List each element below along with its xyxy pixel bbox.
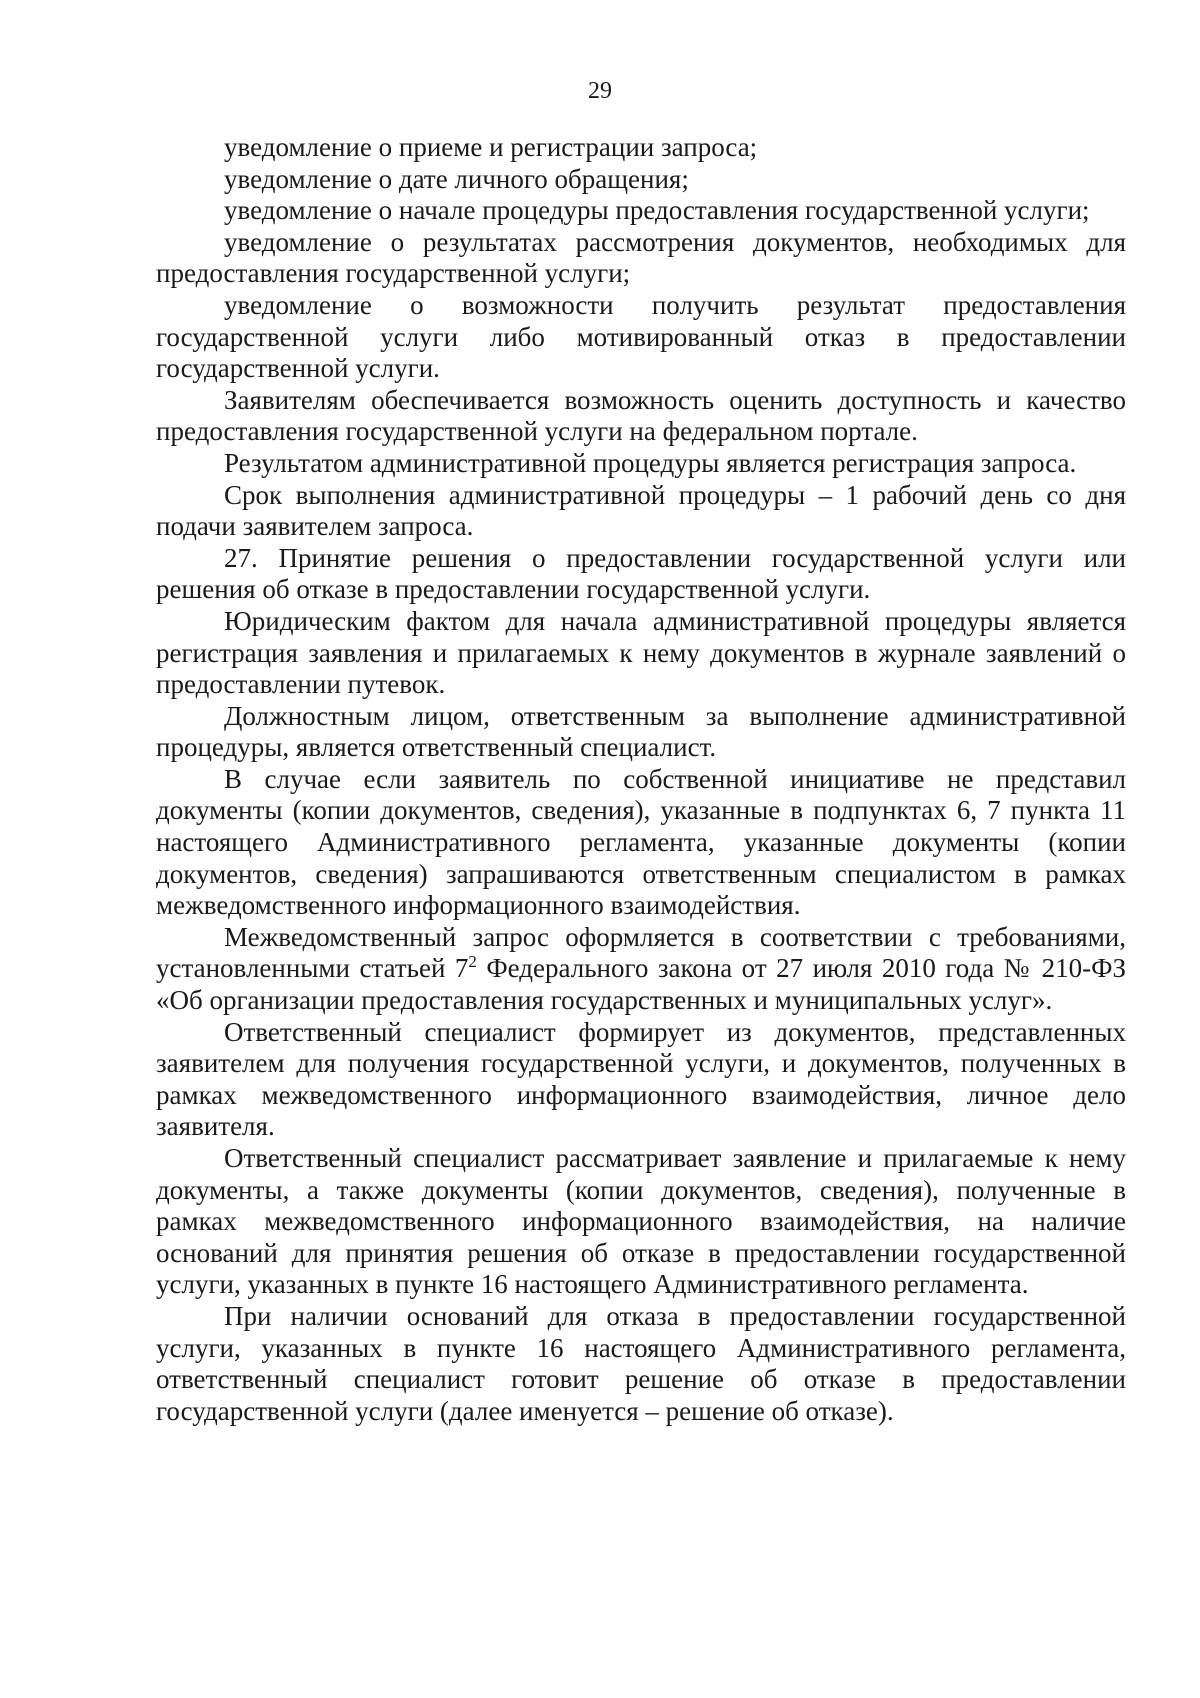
paragraph: уведомление о приеме и регистрации запроса; bbox=[224, 132, 758, 162]
paragraph-text: Межведомственный запрос оформляется в соответствии с требованиями, установленными статьей 7 bbox=[156, 921, 1126, 984]
document-body bbox=[156, 132, 1126, 1427]
paragraph: В случае если заявитель по собственной инициативе не представил документы (копии документов, сведения), указанные в подпунктах 6, 7 пункта 11 настоящего Административного регламента, указанные документы (копии документов, сведения) запрашиваются ответственным специалистом в рамках межведомственного информационного взаимодействия. bbox=[156, 763, 1126, 921]
paragraph: уведомление о возможности получить результат предоставления государственной услуги либо мотивированный отказ в предоставлении государственной услуги. bbox=[156, 289, 1126, 384]
superscript: 2 bbox=[468, 952, 477, 972]
paragraph: уведомление о дате личного обращения; bbox=[224, 163, 689, 194]
paragraph: уведомление о начале процедуры предоставления государственной услуги; bbox=[224, 195, 1090, 226]
paragraph: Юридическим фактом для начала административной процедуры является регистрация заявления и прилагаемых к нему документов в журнале заявлений о предоставлении путевок. bbox=[156, 605, 1126, 700]
paragraph: уведомление о результатах рассмотрения документов, необходимых для предоставления государственной услуги; bbox=[156, 226, 1126, 289]
paragraph: При наличии оснований для отказа в предоставлении государственной услуги, указанных в пункте 16 настоящего Административного регламента, ответственный специалист готовит решение об отказе в предоставлении государственной услуги (далее именуется – решение об отказе). bbox=[156, 1300, 1126, 1426]
paragraph: Должностным лицом, ответственным за выполнение административной процедуры, является ответственный специалист. bbox=[156, 700, 1126, 763]
paragraph: Ответственный специалист рассматривает заявление и прилагаемые к нему документы, а также документы (копии документов, сведения), полученные в рамках межведомственного информационного взаимодействия, на наличие оснований для принятия решения об отказе в предоставлении государственной услуги, указанных в пункте 16 настоящего Административного регламента. bbox=[156, 1143, 1126, 1300]
paragraph: Результатом административной процедуры является регистрация запроса. bbox=[224, 447, 1077, 478]
paragraph: Заявителям обеспечивается возможность оценить доступность и качество предоставления государственной услуги на федеральном портале. bbox=[156, 384, 1126, 447]
paragraph: Срок выполнения административной процедуры – 1 рабочий день со дня подачи заявителем запроса. bbox=[156, 479, 1126, 542]
paragraph: Ответственный специалист формирует из документов, представленных заявителем для получения государственной услуги, и документов, полученных в рамках межведомственного информационного взаимодействия, личное дело заявителя. bbox=[156, 1016, 1126, 1142]
paragraph-with-superscript bbox=[156, 922, 1126, 1017]
section-heading-paragraph: 27. Принятие решения о предоставлении государственной услуги или решения об отказе в предоставлении государственной услуги. bbox=[156, 542, 1126, 605]
page-number: 29 bbox=[588, 78, 612, 104]
paragraph-text: Федерального закона от 27 июля 2010 года № 210-ФЗ «Об организации предоставления государственных и муниципальных услуг». bbox=[156, 953, 1126, 1016]
